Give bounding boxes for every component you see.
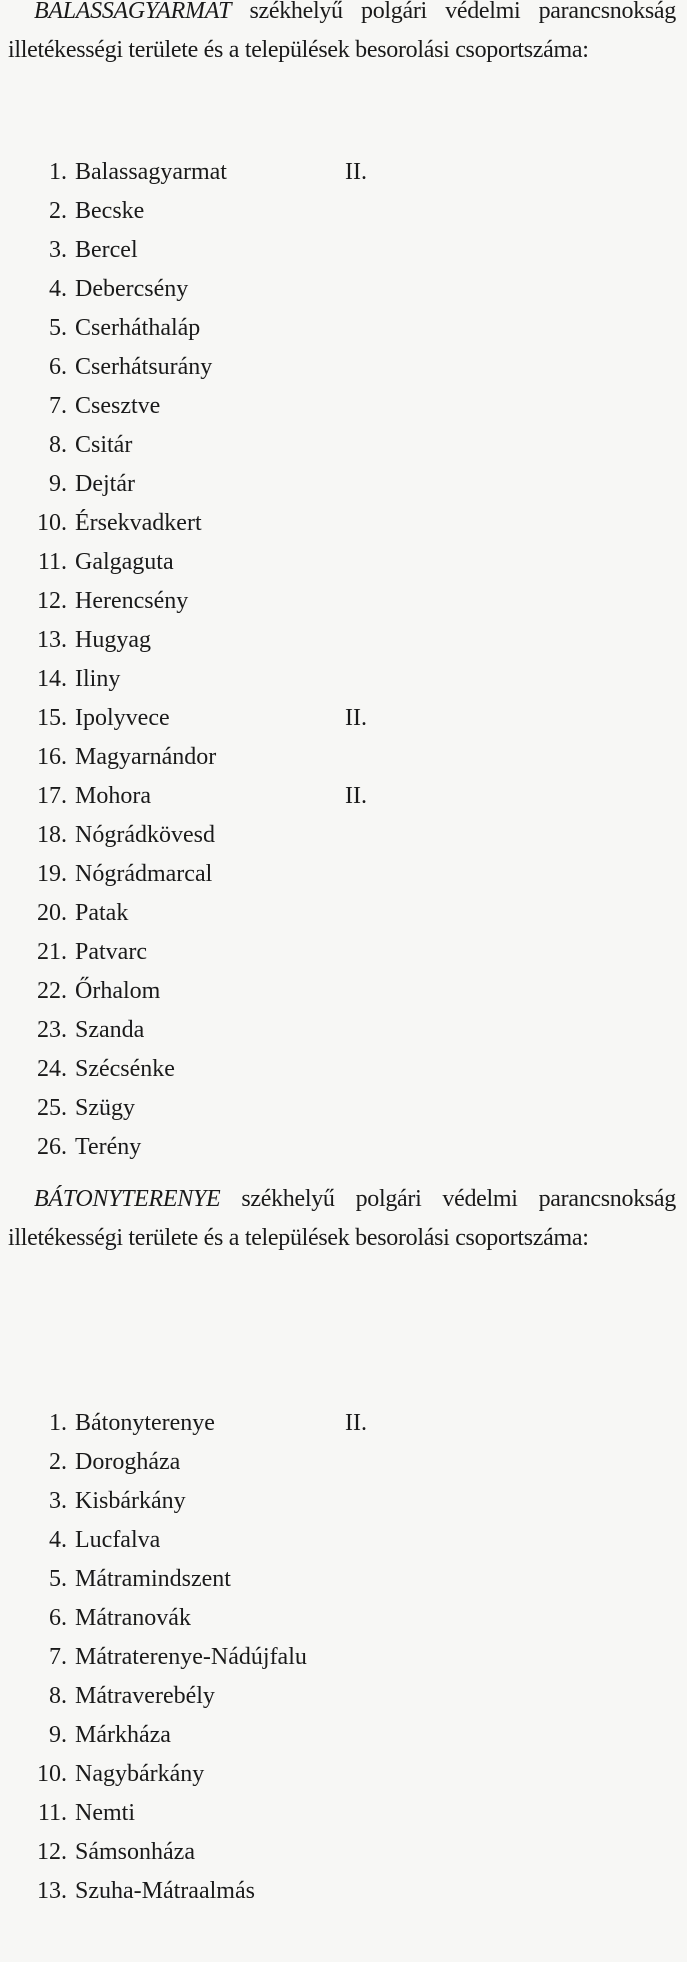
settlement-name: Bátonyterenye — [75, 1410, 215, 1436]
item-number: 13. — [37, 627, 67, 653]
settlement-name: Szuha-Mátraalmás — [75, 1878, 255, 1904]
settlement-name: Bercel — [75, 237, 138, 263]
item-number: 11. — [37, 549, 67, 575]
settlement-name: Magyarnándor — [75, 744, 217, 770]
item-number: 7. — [49, 1644, 67, 1670]
settlement-name: Márkháza — [75, 1722, 171, 1748]
item-number: 22. — [37, 978, 67, 1004]
list-item — [0, 1560, 687, 1599]
list-item — [0, 1011, 687, 1050]
list-item — [0, 1677, 687, 1716]
settlement-name: Nagybárkány — [75, 1761, 205, 1787]
list-item — [0, 426, 687, 465]
item-number: 16. — [37, 744, 67, 770]
list-item — [0, 1443, 687, 1482]
group-number: II. — [345, 159, 367, 185]
item-number: 8. — [49, 1683, 67, 1709]
list-item — [0, 1599, 687, 1638]
item-number: 19. — [37, 861, 67, 887]
item-number: 10. — [37, 1761, 67, 1787]
list-item — [0, 777, 687, 816]
list-item — [0, 1872, 687, 1911]
item-number: 1. — [49, 159, 67, 185]
settlement-name: Mohora — [75, 783, 151, 809]
group-number: II. — [345, 1410, 367, 1436]
list-item — [0, 816, 687, 855]
settlement-name: Dorogháza — [75, 1449, 181, 1475]
item-number: 5. — [49, 315, 67, 341]
item-number: 5. — [49, 1566, 67, 1592]
list-item — [0, 1521, 687, 1560]
settlement-list-balassagyarmat — [0, 153, 687, 1167]
list-item — [0, 1638, 687, 1677]
settlement-name: Lucfalva — [75, 1527, 161, 1553]
list-item — [0, 1833, 687, 1872]
list-item — [0, 192, 687, 231]
settlement-name: Kisbárkány — [75, 1488, 186, 1514]
item-number: 3. — [49, 237, 67, 263]
settlement-name: Becske — [75, 198, 145, 224]
list-item — [0, 621, 687, 660]
list-item — [0, 270, 687, 309]
settlement-name: Mátraverebély — [75, 1683, 215, 1709]
list-item — [0, 894, 687, 933]
list-item — [0, 1482, 687, 1521]
settlement-name: Sámsonháza — [75, 1839, 195, 1865]
list-item — [0, 699, 687, 738]
settlement-name: Szügy — [75, 1095, 135, 1121]
item-number: 9. — [49, 471, 67, 497]
list-item — [0, 153, 687, 192]
settlement-name: Cserhátsurány — [75, 354, 213, 380]
item-number: 11. — [37, 1800, 67, 1826]
item-number: 14. — [37, 666, 67, 692]
settlement-name: Herencsény — [75, 588, 189, 614]
list-item — [0, 504, 687, 543]
item-number: 24. — [37, 1056, 67, 1082]
list-item — [0, 1089, 687, 1128]
item-number: 4. — [49, 1527, 67, 1553]
item-number: 2. — [49, 198, 67, 224]
list-item — [0, 1128, 687, 1167]
item-number: 4. — [49, 276, 67, 302]
settlement-name: Őrhalom — [75, 978, 161, 1004]
list-item — [0, 231, 687, 270]
item-number: 1. — [49, 1410, 67, 1436]
settlement-name: Szécsénke — [75, 1056, 175, 1082]
list-item — [0, 972, 687, 1011]
list-item — [0, 1794, 687, 1833]
settlement-name: Dejtár — [75, 471, 135, 497]
item-number: 6. — [49, 1605, 67, 1631]
item-number: 7. — [49, 393, 67, 419]
list-item — [0, 387, 687, 426]
list-item — [0, 1716, 687, 1755]
list-item — [0, 738, 687, 777]
item-number: 15. — [37, 705, 67, 731]
settlement-name: Cserháthaláp — [75, 315, 201, 341]
settlement-name: Nemti — [75, 1800, 135, 1826]
group-number: II. — [345, 705, 367, 731]
section-heading-batonyterenye — [8, 1180, 676, 1258]
item-number: 9. — [49, 1722, 67, 1748]
item-number: 25. — [37, 1095, 67, 1121]
settlement-name: Patak — [75, 900, 129, 926]
list-item — [0, 1404, 687, 1443]
item-number: 10. — [37, 510, 67, 536]
settlement-name: Szanda — [75, 1017, 145, 1043]
heading-text: székhelyű polgári védelmi parancsnokság illetékességi területe és a települések besorolási csoportszáma: — [8, 1186, 676, 1251]
item-number: 6. — [49, 354, 67, 380]
seat-name: BÁTONYTERENYE — [34, 1186, 221, 1212]
seat-name: BALASSAGYARMAT — [34, 0, 232, 24]
settlement-name: Hugyag — [75, 627, 151, 653]
section-heading-balassagyarmat — [8, 0, 676, 70]
item-number: 20. — [37, 900, 67, 926]
item-number: 17. — [37, 783, 67, 809]
list-item — [0, 1050, 687, 1089]
item-number: 23. — [37, 1017, 67, 1043]
settlement-name: Csitár — [75, 432, 133, 458]
item-number: 18. — [37, 822, 67, 848]
item-number: 26. — [37, 1134, 67, 1160]
settlement-name: Balassagyarmat — [75, 159, 227, 185]
list-item — [0, 933, 687, 972]
item-number: 8. — [49, 432, 67, 458]
settlement-name: Ipolyvece — [75, 705, 170, 731]
settlement-list-batonyterenye — [0, 1404, 687, 1911]
list-item — [0, 660, 687, 699]
settlement-name: Debercsény — [75, 276, 189, 302]
list-item — [0, 465, 687, 504]
group-number: II. — [345, 783, 367, 809]
settlement-name: Terény — [75, 1134, 142, 1160]
list-item — [0, 309, 687, 348]
settlement-name: Mátramindszent — [75, 1566, 231, 1592]
settlement-name: Patvarc — [75, 939, 147, 965]
list-item — [0, 543, 687, 582]
settlement-name: Mátranovák — [75, 1605, 191, 1631]
list-item — [0, 855, 687, 894]
settlement-name: Galgaguta — [75, 549, 174, 575]
settlement-name: Csesztve — [75, 393, 161, 419]
settlement-name: Nógrádkövesd — [75, 822, 215, 848]
item-number: 21. — [37, 939, 67, 965]
settlement-name: Nógrádmarcal — [75, 861, 213, 887]
list-item — [0, 348, 687, 387]
item-number: 3. — [49, 1488, 67, 1514]
item-number: 2. — [49, 1449, 67, 1475]
list-item — [0, 582, 687, 621]
settlement-name: Iliny — [75, 666, 121, 692]
item-number: 13. — [37, 1878, 67, 1904]
heading-text: székhelyű polgári védelmi parancsnokság illetékességi területe és a települések besorolási csoportszáma: — [8, 0, 676, 63]
item-number: 12. — [37, 1839, 67, 1865]
item-number: 12. — [37, 588, 67, 614]
settlement-name: Mátraterenye-Nádújfalu — [75, 1644, 307, 1670]
settlement-name: Érsekvadkert — [75, 510, 202, 536]
list-item — [0, 1755, 687, 1794]
